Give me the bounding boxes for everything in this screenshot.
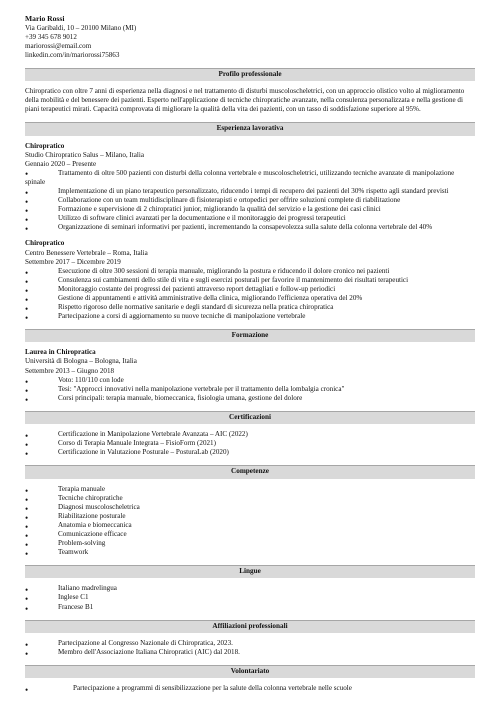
list-item: • Corso di Terapia Manuale Integrata – FisioForm (2021) <box>25 439 475 448</box>
list-item: • Implementazione di un piano terapeutico personalizzato, riducendo i tempi di recupero dei pazienti del 30% rispetto agli standard previsti <box>25 187 475 196</box>
section-languages-heading: Lingue <box>25 565 475 578</box>
education-bullet-list <box>25 376 475 403</box>
list-item: • Esecuzione di oltre 300 sessioni di terapia manuale, migliorando la postura e riducendo il dolore cronico nei pazienti <box>25 267 475 276</box>
linkedin-url[interactable]: linkedin.com/in/mariorossi75863 <box>25 50 120 59</box>
list-item: • Rispetto rigoroso delle normative sanitarie e degli standard di sicurezza nella pratica chiropratica <box>25 303 475 312</box>
list-item: • Anatomia e biomeccanica <box>25 521 475 530</box>
job-title: Chiropratico <box>25 239 65 248</box>
section-volunteering-heading: Volontariato <box>25 665 475 678</box>
job-bullet-list <box>25 267 475 321</box>
list-item: • Partecipazione a programmi di sensibilizzazione per la salute della colonna vertebrale nelle scuole <box>25 684 475 693</box>
list-item: • Francese B1 <box>25 603 475 612</box>
section-profile-heading: Profilo professionale <box>25 68 475 81</box>
address: Via Garibaldi, 10 – 20100 Milano (MI) <box>25 23 137 32</box>
affiliations-list <box>25 639 475 657</box>
list-item: • Certificazione in Valutazione Posturale – PosturaLab (2020) <box>25 448 475 457</box>
list-item: • Gestione di appuntamenti e attività amministrative della clinica, migliorando l'efficienza operativa del 20% <box>25 294 475 303</box>
list-item: • Corsi principali: terapia manuale, biomeccanica, fisiologia umana, gestione del dolore <box>25 394 475 403</box>
section-affiliations-heading: Affiliazioni professionali <box>25 620 475 633</box>
job-company: Centro Benessere Vertebrale – Roma, Italia <box>25 248 148 257</box>
job-dates: Settembre 2017 – Dicembre 2019 <box>25 257 121 266</box>
list-item: • Certificazione in Manipolazione Vertebrale Avanzata – AIC (2022) <box>25 430 475 439</box>
list-item: • Utilizzo di software clinici avanzati per la documentazione e il monitoraggio dei progressi terapeutici <box>25 214 475 223</box>
candidate-name: Mario Rossi <box>25 14 65 23</box>
school-name: Università di Bologna – Bologna, Italia <box>25 357 137 366</box>
list-item: • Formazione e supervisione di 2 chiropratici junior, migliorando la qualità del servizio e la gestione dei casi clinici <box>25 205 475 214</box>
list-item: • Monitoraggio costante dei progressi dei pazienti attraverso report dettagliati e follow-up periodici <box>25 285 475 294</box>
education-dates: Settembre 2013 – Giugno 2018 <box>25 366 115 375</box>
skills-list <box>25 485 475 558</box>
profile-summary: Chiropratico con oltre 7 anni di esperienza nella diagnosi e nel trattamento di disturbi muscoloscheletrici, con un approccio olistico volto al miglioramento della mobilità e del benessere dei pazienti. Esperto nell'applicazione di tecniche chiropratiche avanzate, nella consulenza personalizzata e nella gestione di piani terapeutici mirati. Capacità comprovata di migliorare la qualità della vita dei pazienti, con un tasso di soddisfazione superiore al 95%. <box>25 87 465 114</box>
degree-title: Laurea in Chiropratica <box>25 348 96 357</box>
list-item: • Voto: 110/110 con lode <box>25 376 475 385</box>
list-item: • Collaborazione con un team multidisciplinare di fisioterapisti e ortopedici per offrire soluzioni complete di riabilitazione <box>25 196 475 205</box>
languages-list <box>25 584 475 611</box>
list-item: • Tecniche chiropratiche <box>25 494 475 503</box>
list-item: • Terapia manuale <box>25 485 475 494</box>
certifications-list <box>25 430 475 457</box>
list-item: • Problem-solving <box>25 539 475 548</box>
job-company: Studio Chiropratico Salus – Milano, Italia <box>25 150 145 159</box>
section-skills-heading: Competenze <box>25 465 475 478</box>
job-dates: Gennaio 2020 – Presente <box>25 159 97 168</box>
job-entry <box>25 239 475 321</box>
list-item: • Diagnosi muscoloscheletrica <box>25 503 475 512</box>
list-item: • Comunicazione efficace <box>25 530 475 539</box>
list-item: • Italiano madrelingua <box>25 584 475 593</box>
list-item: • Organizzazione di seminari informativi per pazienti, incrementando la consapevolezza sulla salute della colonna vertebrale del 40% <box>25 223 475 232</box>
email[interactable]: mariorossi@email.com <box>25 41 92 50</box>
section-education-heading: Formazione <box>25 329 475 342</box>
list-item: • Inglese C1 <box>25 593 475 602</box>
section-experience-heading: Esperienza lavorativa <box>25 122 475 135</box>
list-item: • Partecipazione a corsi di aggiornamento su nuove tecniche di manipolazione vertebrale <box>25 312 475 321</box>
list-item: • Membro dell'Associazione Italiana Chiropratici (AIC) dal 2018. <box>25 648 475 657</box>
list-item: • Consulenza sui cambiamenti dello stile di vita e sugli esercizi posturali per favorire il mantenimento dei risultati terapeutici <box>25 276 475 285</box>
job-title: Chiropratico <box>25 141 65 150</box>
job-entry <box>25 142 475 233</box>
job-first-bullet: • Trattamento di oltre 500 pazienti con disturbi della colonna vertebrale e muscoloscheletrici, utilizzando tecniche avanzate di manipolazione spinale <box>25 168 455 187</box>
list-item: • Teamwork <box>25 548 475 557</box>
job-bullet-list <box>25 187 475 232</box>
section-certifications-heading: Certificazioni <box>25 411 475 424</box>
volunteering-list <box>25 684 475 693</box>
education-entry <box>25 348 475 402</box>
list-item: • Tesi: "Approcci innovativi nella manipolazione vertebrale per il trattamento della lombalgia cronica" <box>25 385 475 394</box>
list-item: • Riabilitazione posturale <box>25 512 475 521</box>
phone: +39 345 678 9012 <box>25 32 77 41</box>
list-item: • Partecipazione al Congresso Nazionale di Chiropratica, 2023. <box>25 639 475 648</box>
contact-header <box>25 14 475 60</box>
